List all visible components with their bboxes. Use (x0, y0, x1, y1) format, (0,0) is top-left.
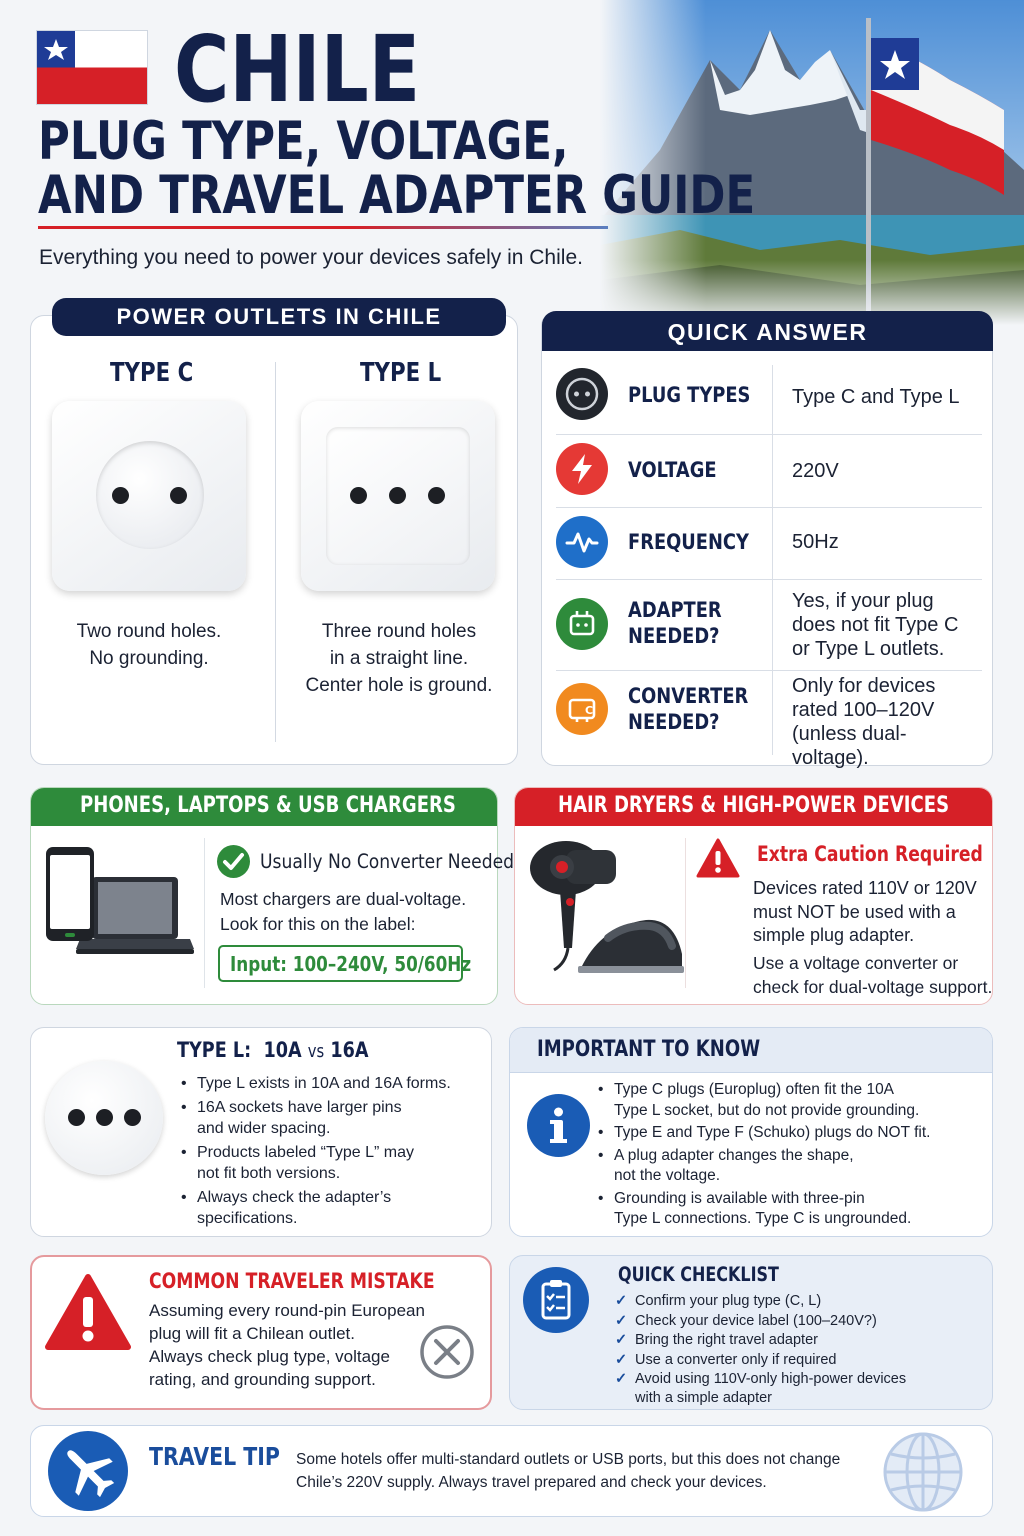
checklist-items (615, 1292, 985, 1390)
adapter-icon (556, 598, 608, 650)
hair-p2: Use a voltage converter or check for dual-voltage support. (753, 953, 993, 997)
tip-heading: TRAVEL TIP (149, 1442, 280, 1471)
list-item: • Grounding is available with three-pin Type L connections. Type C is ungrounded. (594, 1189, 990, 1230)
type-c-desc: Two round holes. No grounding. (76, 621, 222, 669)
hair-caution: Extra Caution Required (757, 842, 983, 866)
list-item: ✓ Avoid using 110V-only high-power devices (615, 1370, 985, 1390)
airplane-icon (48, 1431, 128, 1511)
hair-p1: Devices rated 110V or 120V must NOT be used with a simple plug adapter. (753, 878, 977, 945)
hair-divider (685, 838, 686, 988)
type-c-title: TYPE C (110, 358, 194, 388)
title-underline (38, 226, 608, 229)
list-item: • Always check the adapter’s specifications. (177, 1187, 482, 1229)
hair-heading: HAIR DRYERS & HIGH-POWER DEVICES (558, 793, 950, 818)
checklist-heading: QUICK CHECKLIST (618, 1263, 779, 1286)
subtitle: Everything you need to power your devices safely in Chile. (39, 246, 583, 269)
type-l-desc: Three round holes in a straight line. Center hole is ground. (305, 621, 493, 696)
info-icon (527, 1094, 590, 1157)
converter-icon (556, 683, 608, 735)
qa-row-voltage: VOLTAGE 220V (556, 435, 982, 508)
typel-bullets (177, 1073, 482, 1232)
dryer-iron-illustration (526, 838, 686, 978)
outlets-heading: POWER OUTLETS IN CHILE (52, 298, 506, 336)
list-item: • 16A sockets have larger pins and wider spacing. (177, 1097, 482, 1139)
phones-status: Usually No Converter Needed (260, 850, 515, 873)
tip-text: Some hotels offer multi-standard outlets or USB ports, but this does not change Chile’s 220V supply. Always travel prepared and check your devices. (296, 1451, 841, 1491)
type-l-socket (301, 401, 495, 591)
mistake-heading: COMMON TRAVELER MISTAKE (149, 1269, 435, 1293)
qa-row-adapter: ADAPTER NEEDED? Yes, if your plug does not fit Type C or Type L outlets. (556, 580, 982, 671)
quick-answer-heading: QUICK ANSWER (542, 311, 993, 351)
list-item: ✓ Bring the right travel adapter (615, 1331, 985, 1351)
qa-row-plug-types: PLUG TYPES Type C and Type L (556, 365, 982, 435)
mistake-text: Assuming every round-pin European plug will fit a Chilean outlet. Always check plug type, voltage rating, and grounding support. (149, 1301, 425, 1389)
lightning-icon (556, 443, 608, 495)
chile-flag (36, 30, 148, 105)
svg-text:C: C (585, 704, 594, 717)
list-item: • Type E and Type F (Schuko) plugs do NOT fit. (594, 1123, 990, 1144)
qa-row-converter: C CONVERTER NEEDED? Only for devices rated 100–120V (unless dual-voltage). (556, 671, 982, 755)
x-circle-icon (419, 1324, 475, 1380)
voltage-label-example: Input: 100–240V, 50/60Hz (218, 945, 463, 982)
typel-socket-icon (45, 1061, 163, 1175)
type-c-socket (52, 401, 246, 591)
check-icon (217, 845, 250, 878)
phones-heading: PHONES, LAPTOPS & USB CHARGERS (80, 793, 456, 818)
big-warning-icon (44, 1272, 132, 1352)
important-heading: IMPORTANT TO KNOW (537, 1037, 761, 1062)
phones-line2: Look for this on the label: (220, 914, 416, 934)
list-item: ✓ Check your device label (100–240V?) (615, 1312, 985, 1332)
scenery-photo (600, 0, 1024, 325)
list-item: ✓ Confirm your plug type (C, L) (615, 1292, 985, 1312)
list-item: • Type L exists in 10A and 16A forms. (177, 1073, 482, 1094)
phone-laptop-illustration (44, 845, 194, 975)
list-item: • A plug adapter changes the shape, not the voltage. (594, 1146, 990, 1187)
checklist-last-cont: with a simple adapter (635, 1390, 773, 1406)
list-item: • Products labeled “Type L” may not fit both versions. (177, 1142, 482, 1184)
phones-line1: Most chargers are dual-voltage. (220, 889, 467, 909)
type-l-title: TYPE L (360, 358, 442, 388)
page-title-line1: PLUG TYPE, VOLTAGE, (38, 111, 569, 172)
important-bullets (594, 1080, 990, 1232)
plug-icon (556, 368, 608, 420)
list-item: • Type C plugs (Europlug) often fit the 10A Type L socket, but do not provide grounding. (594, 1080, 990, 1121)
clipboard-icon (523, 1267, 589, 1333)
phones-divider (204, 838, 205, 988)
typel-heading: TYPE L: 10A vs 16A (177, 1038, 369, 1063)
globe-icon (877, 1430, 969, 1514)
wave-icon (556, 516, 608, 568)
page-title-line2: AND TRAVEL ADAPTER GUIDE (38, 165, 756, 226)
warning-icon (696, 838, 740, 878)
qa-row-frequency: FREQUENCY 50Hz (556, 508, 982, 580)
country-title: CHILE (174, 16, 421, 123)
quick-answer-card (541, 312, 993, 769)
list-item: ✓ Use a converter only if required (615, 1351, 985, 1371)
outlets-divider (275, 362, 276, 742)
